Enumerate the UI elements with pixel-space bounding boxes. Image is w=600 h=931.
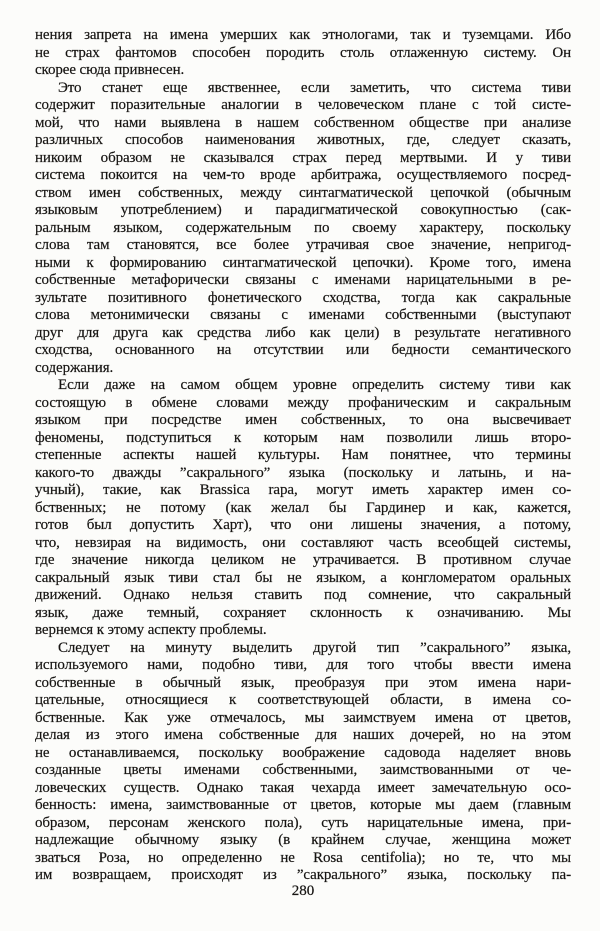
text-line: учный), такие, как Brassica rapa, могут иметь характер имен со- (35, 482, 571, 498)
text-line: ными к формированию синтагматической цепочки). Кроме того, имена (35, 254, 571, 271)
paragraph (35, 27, 571, 80)
text-line: язык, даже темный, сохраняет склонность к означиванию. Мы (35, 604, 571, 621)
text-line: феномены, подступиться к которым нам позволили лишь второ- (35, 429, 571, 446)
text-line: собственные метафорически связаны с именами нарицательными в ре- (35, 272, 571, 288)
text-line: мой, что нами выявлена в нашем собственном обществе при анализе (35, 114, 571, 131)
text-line: сходства, основанного на отсутствии или бедности семантического (35, 342, 571, 358)
text-line: образом, персонам женского пола), суть нарицательные имена, при- (35, 814, 571, 831)
text-line: слова метонимически связаны с именами собственными (выступают (35, 307, 571, 323)
text-line: бенность: имена, заимствованные от цветов, которые мы даем (главным (35, 797, 571, 813)
text-block (35, 27, 571, 885)
text-line: языковым употреблением) и парадигматической совокупностью (сак- (35, 202, 571, 218)
text-line: делая из этого имена собственные для наших дочерей, но на этом (35, 727, 571, 743)
text-line: ством имен собственных, между синтагматической цепочкой (обычным (35, 184, 571, 201)
text-line: Следует на минуту выделить другой тип ”сакрального” языка, (58, 639, 571, 656)
text-line: различных способов наименования животных, где, следует сказать, (35, 132, 571, 148)
paragraph (35, 640, 571, 885)
text-line: языком при посредстве имен собственных, то она высвечивает (35, 412, 571, 428)
text-line: собственные в обычный язык, преобразуя при этом имена нари- (35, 674, 571, 691)
text-line: скорее сюда привнесен. (35, 62, 185, 78)
text-line: ловеческих существ. Однако такая чехарда имеет замечательную осо- (35, 779, 571, 796)
text-line: бственные. Как уже отмечалось, мы заимствуем имена от цветов, (35, 709, 571, 726)
text-line: зваться Роза, но определенно не Rosa centifolia); но те, что мы (35, 849, 571, 866)
text-line: бственных; не потому (как желал бы Гардинер и как, кажется, (35, 499, 571, 516)
text-line: движений. Однако нельзя ставить под сомнение, что сакральный (35, 587, 571, 603)
page-number: 280 (291, 883, 315, 899)
text-line: система покоится на чем-то вроде арбитража, осуществляемого посред- (35, 167, 571, 183)
text-line: какого-то дважды ”сакрального” языка (поскольку и латынь, и на- (35, 464, 571, 481)
text-line: Если даже на самом общем уровне определить систему тиви как (58, 377, 571, 393)
paragraph (35, 80, 571, 378)
text-line: содержит поразительные аналогии в человеческом плане с той систе- (35, 97, 571, 113)
text-line: вернемся к этому аспекту проблемы. (35, 622, 267, 638)
text-line: друг для друга как средства либо как цели) в результате негативного (35, 324, 571, 341)
text-line: слова там становятся, все более утрачивая свое значение, непригод- (35, 237, 571, 253)
text-line: надлежащие обычному языку (в крайнем случае, женщина может (35, 832, 571, 848)
text-line: что, невзирая на видимость, они составляют часть всеобщей системы, (35, 534, 571, 551)
text-line: используемого нами, подобно тиви, для того чтобы ввести имена (35, 657, 571, 673)
paragraph (35, 377, 571, 640)
text-line: им возвращаем, происходят из ”сакрального” языка, поскольку па- (35, 867, 571, 883)
text-line: ральным языком, содержательным по своему характеру, поскольку (35, 219, 571, 236)
text-line: цательные, относящиеся к соответствующей области, в имена со- (35, 692, 571, 708)
text-line: созданные цветы именами собственными, заимствованными от че- (35, 762, 571, 778)
text-line: степенные аспекты нашей культуры. Нам понятнее, что термины (35, 447, 571, 463)
text-line: никоим образом не сказывался страх перед мертвыми. И у тиви (35, 149, 571, 166)
text-line: Это станет еще явственнее, если заметить, что система тиви (58, 79, 571, 96)
text-line: состоящую в обмене словами между профаническим и сакральным (35, 394, 571, 411)
text-line: содержания. (35, 359, 114, 376)
text-line: зультате позитивного фонетического сходства, тогда как сакральные (35, 289, 571, 306)
text-line: готов был допустить Харт), что они лишены значения, а потому, (35, 517, 571, 533)
text-line: нения запрета на имена умерших как этнологами, так и туземцами. Ибо (35, 27, 571, 43)
text-line: сакральный язык тиви стал бы не языком, а конгломератом оральных (35, 569, 571, 586)
text-line: где значение никогда целиком не утрачивается. В противном случае (35, 552, 571, 568)
text-line: не останавливаемся, поскольку воображение садовода наделяет вновь (35, 744, 571, 761)
text-line: не страх фантомов способен породить столь отлаженную систему. Он (35, 44, 571, 61)
